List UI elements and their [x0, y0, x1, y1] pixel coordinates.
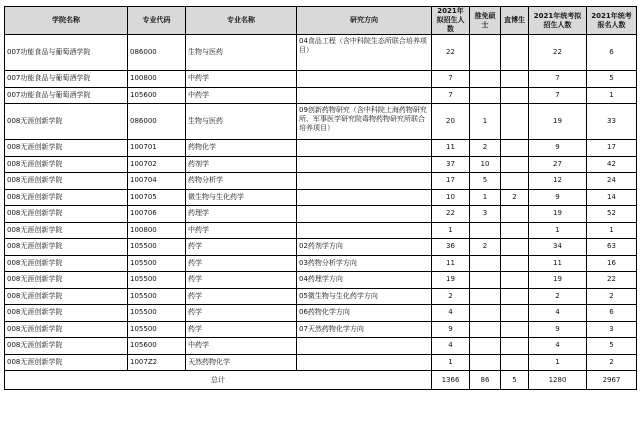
cell-major: 药学: [186, 305, 297, 322]
cell-college: 008无涯创新学院: [5, 255, 128, 272]
cell-code: 100705: [128, 189, 186, 206]
header-applicants: 2021年统考报名人数: [587, 7, 637, 35]
cell-applicants: 63: [587, 239, 637, 256]
cell-tuimian: 1: [470, 104, 501, 140]
total-plan: 1366: [432, 371, 470, 390]
cell-plan: 1: [432, 354, 470, 371]
cell-tuimian: [470, 272, 501, 289]
cell-major: 药学: [186, 321, 297, 338]
table-row: [5, 255, 637, 272]
table-body: [5, 35, 637, 371]
cell-major: 生物与医药: [186, 104, 297, 140]
cell-college: 007功能食品与葡萄酒学院: [5, 35, 128, 71]
cell-applicants: 2: [587, 354, 637, 371]
cell-tuimian: 10: [470, 156, 501, 173]
table-row: [5, 354, 637, 371]
cell-plan: 17: [432, 173, 470, 190]
header-exam-plan: 2021年统考拟招生人数: [529, 7, 587, 35]
cell-applicants: 6: [587, 305, 637, 322]
cell-college: 008无涯创新学院: [5, 239, 128, 256]
cell-code: 100702: [128, 156, 186, 173]
cell-applicants: 3: [587, 321, 637, 338]
cell-applicants: 5: [587, 71, 637, 88]
cell-tuimian: 1: [470, 189, 501, 206]
cell-applicants: 2: [587, 288, 637, 305]
cell-zhibo: [501, 71, 529, 88]
enrollment-table: [4, 6, 637, 390]
table-row: [5, 338, 637, 355]
cell-code: 105500: [128, 288, 186, 305]
cell-code: 100800: [128, 222, 186, 239]
cell-exam-plan: 34: [529, 239, 587, 256]
table-row: [5, 140, 637, 157]
total-zhibo: 5: [501, 371, 529, 390]
cell-major: 药学: [186, 255, 297, 272]
cell-exam-plan: 9: [529, 189, 587, 206]
cell-exam-plan: 7: [529, 71, 587, 88]
cell-major: 微生物与生化药学: [186, 189, 297, 206]
total-applicants: 2967: [587, 371, 637, 390]
cell-college: 008无涯创新学院: [5, 206, 128, 223]
header-tuimian: 推免硕士: [470, 7, 501, 35]
cell-tuimian: [470, 288, 501, 305]
cell-plan: 7: [432, 71, 470, 88]
cell-direction: [297, 354, 432, 371]
cell-code: 105500: [128, 255, 186, 272]
cell-major: 药学: [186, 288, 297, 305]
cell-college: 007功能食品与葡萄酒学院: [5, 87, 128, 104]
table-row: [5, 71, 637, 88]
cell-applicants: 5: [587, 338, 637, 355]
cell-zhibo: [501, 321, 529, 338]
cell-zhibo: [501, 288, 529, 305]
cell-zhibo: [501, 222, 529, 239]
table-row: [5, 156, 637, 173]
cell-exam-plan: 9: [529, 140, 587, 157]
cell-major: 中药学: [186, 338, 297, 355]
cell-zhibo: [501, 354, 529, 371]
table-row: [5, 87, 637, 104]
cell-major: 药物分析学: [186, 173, 297, 190]
cell-exam-plan: 9: [529, 321, 587, 338]
cell-applicants: 17: [587, 140, 637, 157]
header-plan: 2021年拟招生人数: [432, 7, 470, 35]
cell-plan: 11: [432, 255, 470, 272]
cell-zhibo: [501, 338, 529, 355]
cell-zhibo: [501, 35, 529, 71]
cell-major: 生物与医药: [186, 35, 297, 71]
header-zhibo: 直博生: [501, 7, 529, 35]
cell-tuimian: [470, 222, 501, 239]
cell-exam-plan: 11: [529, 255, 587, 272]
cell-code: 105600: [128, 338, 186, 355]
cell-plan: 4: [432, 305, 470, 322]
cell-direction: [297, 87, 432, 104]
cell-tuimian: 5: [470, 173, 501, 190]
cell-code: 100800: [128, 71, 186, 88]
cell-zhibo: [501, 156, 529, 173]
cell-applicants: 24: [587, 173, 637, 190]
cell-tuimian: [470, 87, 501, 104]
cell-zhibo: [501, 173, 529, 190]
cell-applicants: 1: [587, 87, 637, 104]
cell-applicants: 16: [587, 255, 637, 272]
cell-code: 100704: [128, 173, 186, 190]
cell-college: 008无涯创新学院: [5, 272, 128, 289]
cell-major: 天然药物化学: [186, 354, 297, 371]
cell-code: 105500: [128, 272, 186, 289]
cell-tuimian: 3: [470, 206, 501, 223]
cell-direction: [297, 189, 432, 206]
cell-applicants: 52: [587, 206, 637, 223]
cell-college: 008无涯创新学院: [5, 305, 128, 322]
cell-major: 药理学: [186, 206, 297, 223]
cell-plan: 1: [432, 222, 470, 239]
cell-direction: [297, 173, 432, 190]
cell-zhibo: [501, 272, 529, 289]
table-header-row: [5, 7, 637, 35]
header-college: 学院名称: [5, 7, 128, 35]
cell-tuimian: [470, 35, 501, 71]
cell-plan: 4: [432, 338, 470, 355]
total-tuimian: 86: [470, 371, 501, 390]
table-row: [5, 222, 637, 239]
cell-direction: 06药物化学方向: [297, 305, 432, 322]
cell-zhibo: [501, 239, 529, 256]
cell-code: 1007Z2: [128, 354, 186, 371]
cell-zhibo: [501, 140, 529, 157]
cell-tuimian: [470, 321, 501, 338]
cell-direction: 03药物分析学方向: [297, 255, 432, 272]
cell-applicants: 6: [587, 35, 637, 71]
cell-college: 008无涯创新学院: [5, 288, 128, 305]
cell-plan: 20: [432, 104, 470, 140]
cell-college: 008无涯创新学院: [5, 354, 128, 371]
header-code: 专业代码: [128, 7, 186, 35]
cell-tuimian: [470, 354, 501, 371]
cell-direction: [297, 156, 432, 173]
cell-zhibo: [501, 104, 529, 140]
cell-college: 008无涯创新学院: [5, 222, 128, 239]
cell-major: 中药学: [186, 222, 297, 239]
cell-plan: 7: [432, 87, 470, 104]
table-row: [5, 321, 637, 338]
table-row: [5, 206, 637, 223]
cell-tuimian: [470, 71, 501, 88]
cell-exam-plan: 12: [529, 173, 587, 190]
cell-code: 086000: [128, 104, 186, 140]
cell-direction: 02药剂学方向: [297, 239, 432, 256]
cell-plan: 11: [432, 140, 470, 157]
cell-code: 100701: [128, 140, 186, 157]
cell-major: 中药学: [186, 87, 297, 104]
cell-tuimian: [470, 305, 501, 322]
cell-exam-plan: 19: [529, 272, 587, 289]
cell-direction: [297, 206, 432, 223]
cell-zhibo: 2: [501, 189, 529, 206]
table-row: [5, 35, 637, 71]
cell-tuimian: 2: [470, 239, 501, 256]
cell-direction: 04药理学方向: [297, 272, 432, 289]
header-major: 专业名称: [186, 7, 297, 35]
cell-code: 100706: [128, 206, 186, 223]
cell-applicants: 42: [587, 156, 637, 173]
cell-plan: 19: [432, 272, 470, 289]
cell-direction: 04食品工程（含中科院生态所联合培养项目）: [297, 35, 432, 71]
cell-zhibo: [501, 87, 529, 104]
cell-exam-plan: 7: [529, 87, 587, 104]
cell-code: 105500: [128, 321, 186, 338]
cell-plan: 9: [432, 321, 470, 338]
cell-code: 105500: [128, 305, 186, 322]
header-direction: 研究方向: [297, 7, 432, 35]
cell-tuimian: [470, 255, 501, 272]
cell-major: 药剂学: [186, 156, 297, 173]
cell-plan: 22: [432, 206, 470, 223]
cell-code: 086000: [128, 35, 186, 71]
cell-direction: [297, 140, 432, 157]
cell-major: 药物化学: [186, 140, 297, 157]
total-label: 总计: [5, 371, 432, 390]
table-row: [5, 189, 637, 206]
cell-exam-plan: 4: [529, 305, 587, 322]
cell-applicants: 22: [587, 272, 637, 289]
cell-exam-plan: 4: [529, 338, 587, 355]
cell-plan: 2: [432, 288, 470, 305]
table-row: [5, 173, 637, 190]
cell-plan: 22: [432, 35, 470, 71]
cell-zhibo: [501, 206, 529, 223]
cell-exam-plan: 19: [529, 206, 587, 223]
cell-major: 药学: [186, 239, 297, 256]
cell-direction: 07天然药物化学方向: [297, 321, 432, 338]
cell-major: 药学: [186, 272, 297, 289]
cell-exam-plan: 22: [529, 35, 587, 71]
cell-college: 007功能食品与葡萄酒学院: [5, 71, 128, 88]
cell-exam-plan: 1: [529, 354, 587, 371]
cell-direction: 05微生物与生化药学方向: [297, 288, 432, 305]
cell-exam-plan: 27: [529, 156, 587, 173]
cell-direction: [297, 338, 432, 355]
cell-exam-plan: 19: [529, 104, 587, 140]
table-row: [5, 104, 637, 140]
enrollment-table-wrapper: [4, 6, 636, 390]
cell-applicants: 14: [587, 189, 637, 206]
cell-tuimian: 2: [470, 140, 501, 157]
cell-direction: [297, 222, 432, 239]
table-total-row: [5, 371, 637, 390]
cell-exam-plan: 2: [529, 288, 587, 305]
cell-college: 008无涯创新学院: [5, 156, 128, 173]
cell-college: 008无涯创新学院: [5, 104, 128, 140]
cell-applicants: 33: [587, 104, 637, 140]
cell-plan: 10: [432, 189, 470, 206]
cell-code: 105500: [128, 239, 186, 256]
cell-college: 008无涯创新学院: [5, 189, 128, 206]
cell-plan: 37: [432, 156, 470, 173]
cell-exam-plan: 1: [529, 222, 587, 239]
cell-direction: 09创新药物研究（含中科院上海药物研究所、军事医学研究院毒物药物研究所联合培养项目）: [297, 104, 432, 140]
cell-code: 105600: [128, 87, 186, 104]
cell-zhibo: [501, 255, 529, 272]
cell-college: 008无涯创新学院: [5, 338, 128, 355]
cell-college: 008无涯创新学院: [5, 140, 128, 157]
cell-direction: [297, 71, 432, 88]
table-row: [5, 288, 637, 305]
cell-college: 008无涯创新学院: [5, 321, 128, 338]
cell-tuimian: [470, 338, 501, 355]
cell-college: 008无涯创新学院: [5, 173, 128, 190]
cell-applicants: 1: [587, 222, 637, 239]
table-row: [5, 272, 637, 289]
cell-zhibo: [501, 305, 529, 322]
cell-major: 中药学: [186, 71, 297, 88]
total-exam-plan: 1280: [529, 371, 587, 390]
table-row: [5, 305, 637, 322]
cell-plan: 36: [432, 239, 470, 256]
table-row: [5, 239, 637, 256]
